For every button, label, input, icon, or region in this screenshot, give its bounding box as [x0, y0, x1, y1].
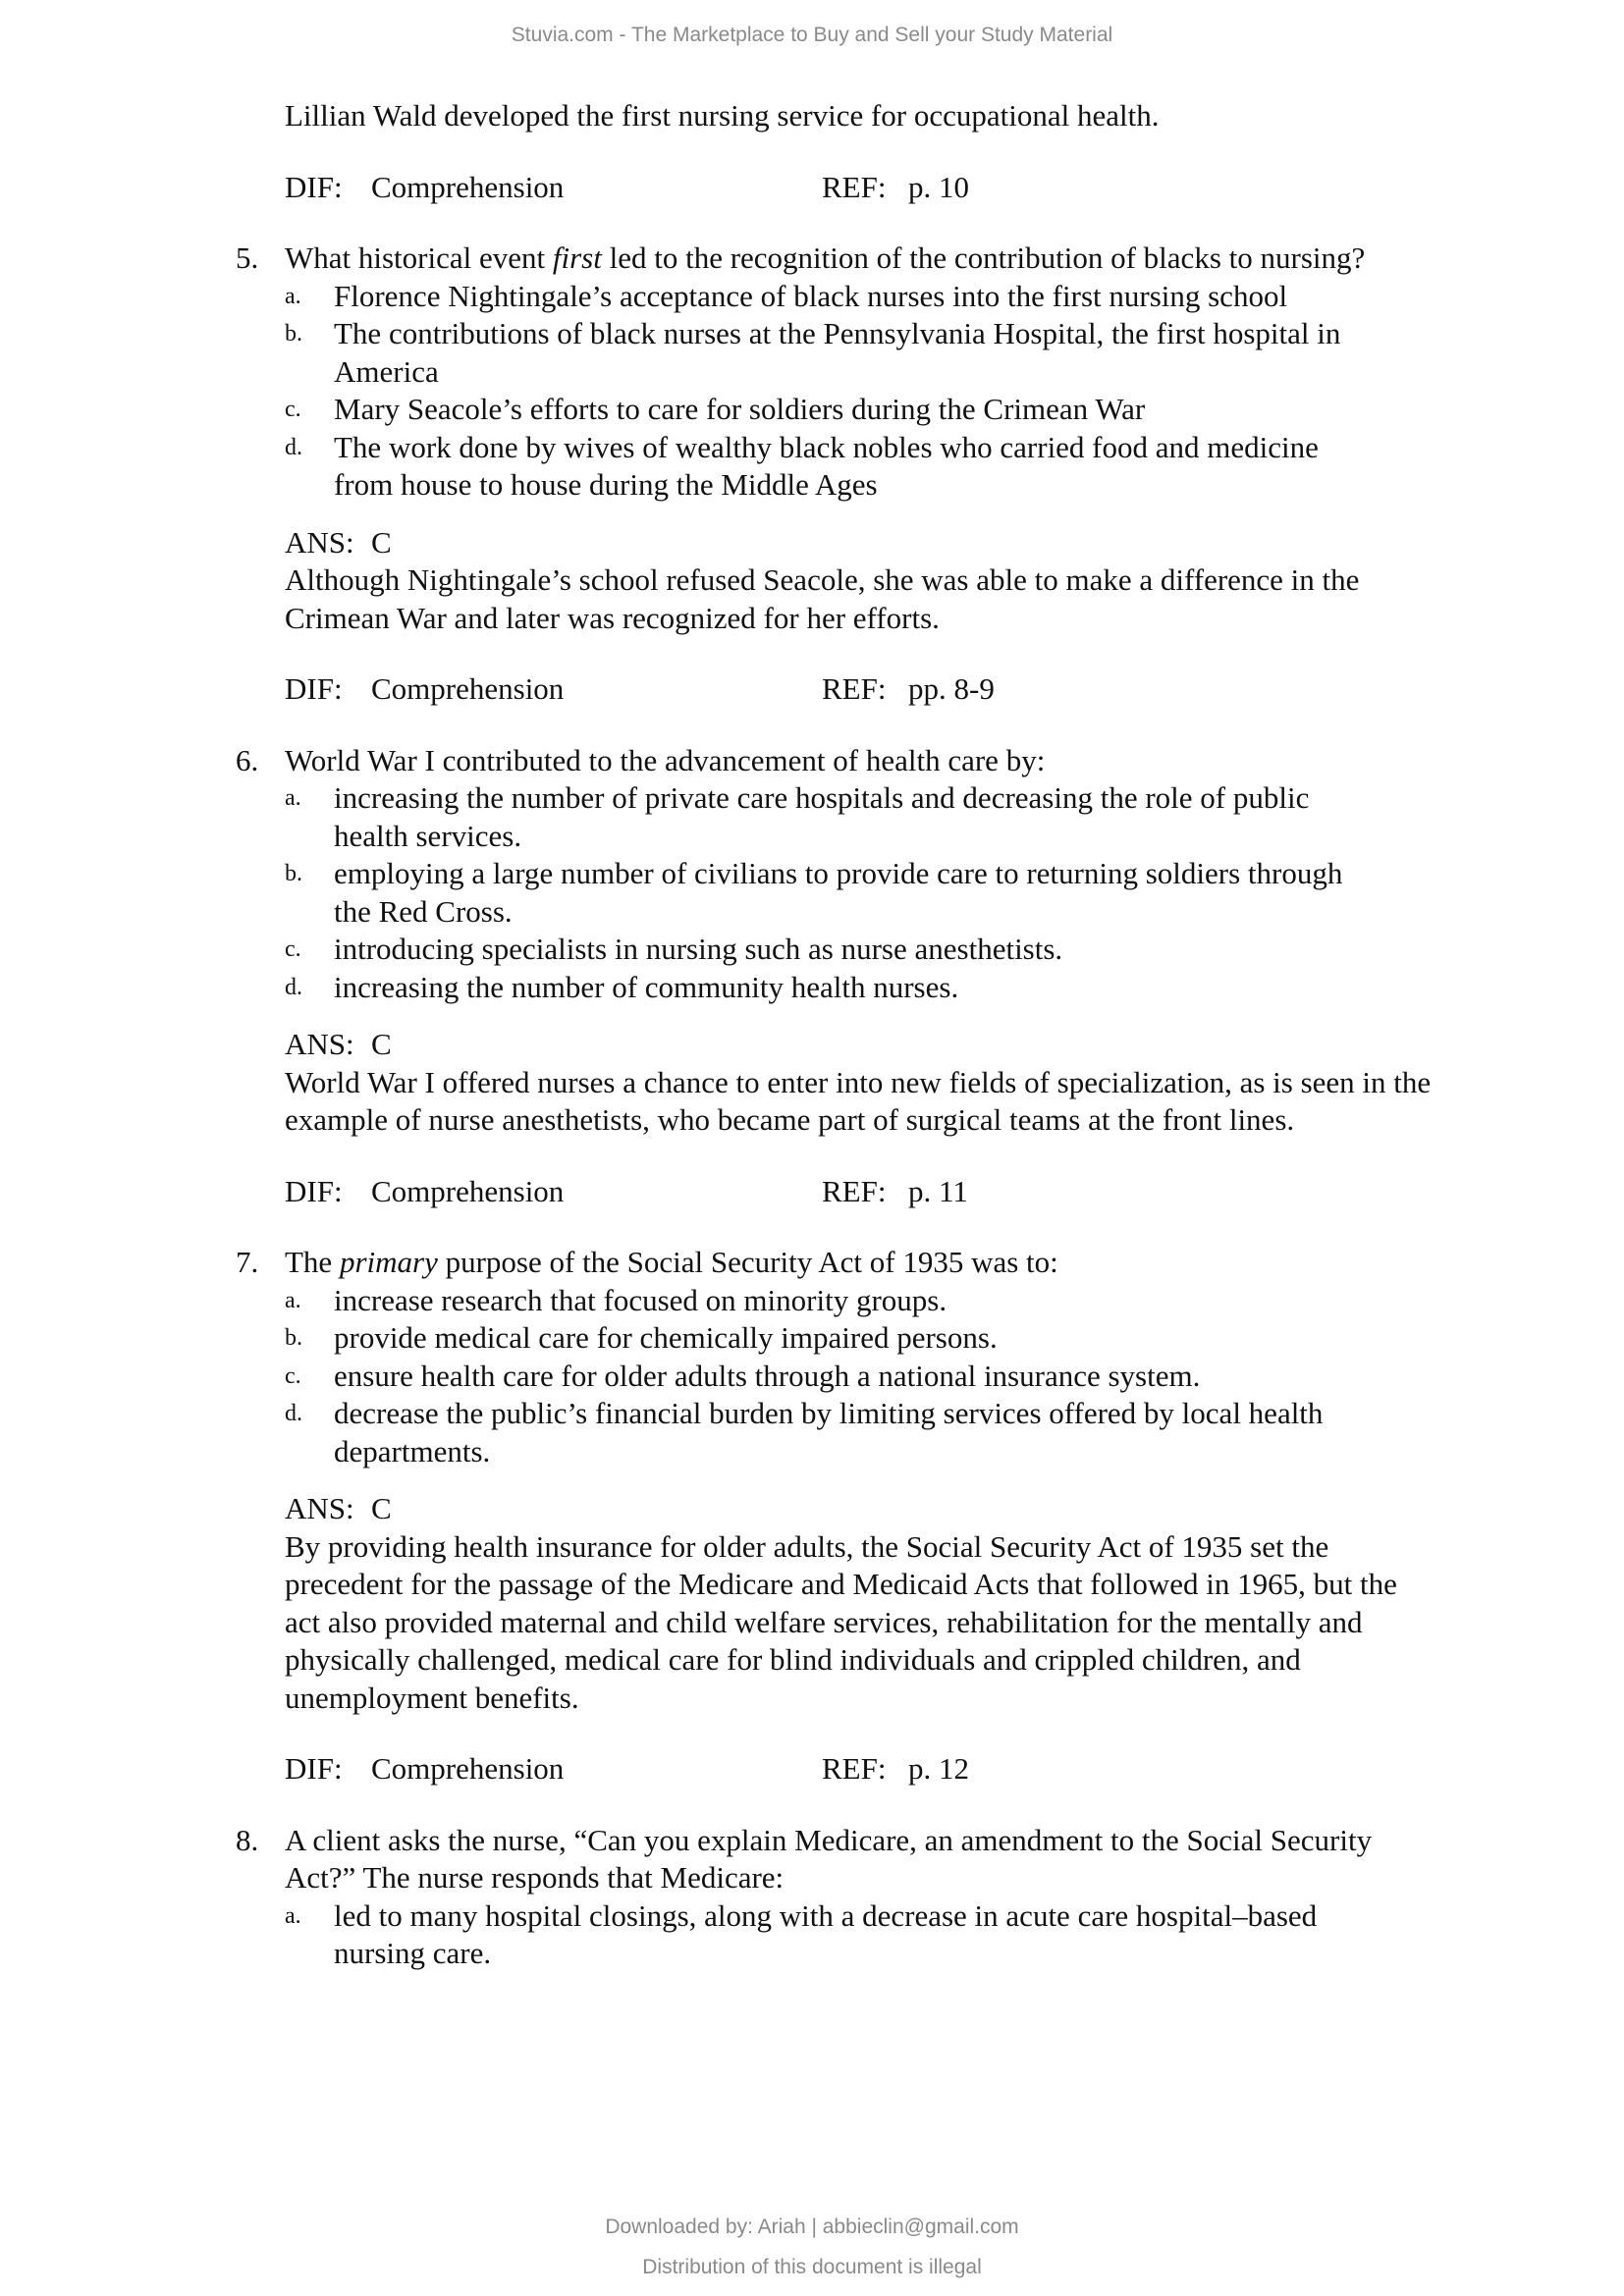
answer-option: [285, 278, 1591, 316]
answer-key: [285, 1490, 1591, 1528]
answer-option: [285, 315, 1591, 391]
rationale: [285, 1528, 1591, 1718]
stem-line: The primary purpose of the Social Security Act of 1935 was to:: [285, 1245, 1058, 1279]
question-stem: [236, 1822, 1591, 1897]
question-number: 5.: [236, 240, 259, 275]
emphasis: first: [552, 240, 602, 275]
stem-line: World War I contributed to the advancement of health care by:: [285, 742, 1046, 777]
question-list: [236, 240, 1591, 1973]
dif-label: DIF:: [285, 671, 343, 706]
rationale-line: By providing health insurance for older adults, the Social Security Act of 1935 set the: [285, 1528, 1329, 1564]
rationale-line: unemployment benefits.: [285, 1680, 579, 1715]
answer-option: [285, 1358, 1591, 1396]
option-line: the Red Cross.: [334, 893, 513, 929]
option-line: decrease the public’s financial burden by limiting services offered by local health: [334, 1396, 1324, 1430]
dif-value: Comprehension: [371, 169, 565, 204]
option-line: health services.: [334, 818, 522, 853]
answer-label: ANS:: [285, 524, 354, 560]
answer-option: [285, 1282, 1591, 1320]
rationale-line: Although Nightingale’s school refused Seacole, she was able to make a difference in the: [285, 562, 1360, 597]
ref-label: REF:: [822, 671, 887, 706]
answer-option: [285, 779, 1591, 855]
option-letter: a.: [285, 785, 301, 811]
ref-label: REF:: [822, 1751, 887, 1786]
option-line: from house to house during the Middle Ages: [334, 467, 878, 502]
option-letter: c.: [285, 936, 301, 962]
ref-value: p. 12: [908, 1751, 969, 1786]
ref-value: pp. 8-9: [908, 671, 995, 706]
option-letter: a.: [285, 1902, 301, 1929]
option-line: provide medical care for chemically impaired persons.: [334, 1320, 998, 1355]
option-line: The work done by wives of wealthy black nobles who carried food and medicine: [334, 429, 1319, 464]
answer-value: C: [371, 1027, 392, 1061]
option-letter: d.: [285, 434, 302, 460]
answer-option: [285, 931, 1591, 969]
dif-label: DIF:: [285, 1173, 343, 1208]
answer-label: ANS:: [285, 1491, 354, 1525]
answer-key: [285, 1026, 1591, 1064]
question-stem: [236, 240, 1591, 278]
dif-value: Comprehension: [371, 1173, 565, 1208]
option-line: departments.: [334, 1433, 491, 1468]
rationale-line: example of nurse anesthetists, who became part of surgical teams at the front lines.: [285, 1102, 1295, 1137]
option-letter: b.: [285, 321, 302, 347]
option-line: Mary Seacole’s efforts to care for soldiers during the Crimean War: [334, 392, 1146, 426]
answer-meta: [285, 1173, 1591, 1211]
dif-value: Comprehension: [371, 1751, 565, 1786]
watermark-header: Stuvia.com - The Marketplace to Buy and Sell your Study Material: [511, 24, 1113, 46]
dif-value: Comprehension: [371, 671, 565, 706]
ref-label: REF:: [822, 169, 887, 204]
answer-meta: [285, 1750, 1591, 1789]
ref-value: p. 10: [908, 169, 969, 204]
answer-option: [285, 429, 1591, 505]
answer-option: [285, 969, 1591, 1007]
intro-meta: [285, 169, 1591, 207]
intro-rationale: [285, 97, 1591, 135]
answer-meta: [285, 670, 1591, 709]
option-letter: d.: [285, 974, 302, 1000]
answer-option: [285, 1395, 1591, 1470]
rationale-line: act also provided maternal and child welfare services, rehabilitation for the mentally and: [285, 1604, 1363, 1639]
stem-line: What historical event first led to the recognition of the contribution of blacks to nursing?: [285, 240, 1366, 275]
rationale-line: World War I offered nurses a chance to enter into new fields of specialization, as is seen in the: [285, 1064, 1432, 1099]
question-number: 8.: [236, 1822, 259, 1857]
question-number: 7.: [236, 1245, 259, 1279]
option-letter: b.: [285, 861, 302, 886]
question-number: 6.: [236, 742, 259, 777]
option-line: The contributions of black nurses at the Pennsylvania Hospital, the first hospital in: [334, 316, 1341, 350]
option-line: nursing care.: [334, 1936, 492, 1970]
footer-notice: Distribution of this document is illegal: [642, 2256, 982, 2278]
rationale: [285, 1064, 1591, 1140]
rationale-line: Lillian Wald developed the first nursing service for occupational health.: [285, 98, 1160, 133]
option-line: introducing specialists in nursing such as nurse anesthetists.: [334, 932, 1063, 966]
answer-option: [285, 1319, 1591, 1358]
option-line: America: [334, 353, 439, 389]
option-letter: a.: [285, 283, 301, 309]
option-letter: b.: [285, 1325, 302, 1351]
answer-option: [285, 391, 1591, 429]
option-letter: c.: [285, 1362, 301, 1389]
document-body: [236, 97, 1591, 1973]
option-line: ensure health care for older adults through a national insurance system.: [334, 1358, 1201, 1393]
stem-line: A client asks the nurse, “Can you explain Medicare, an amendment to the Social Security: [285, 1822, 1373, 1857]
emphasis: primary: [339, 1245, 438, 1279]
footer-downloaded: Downloaded by: Ariah | abbieclin@gmail.com: [605, 2216, 1019, 2238]
rationale-line: Crimean War and later was recognized for her efforts.: [285, 600, 940, 635]
option-line: led to many hospital closings, along with a decrease in acute care hospital–based: [334, 1897, 1318, 1933]
question-stem: [236, 742, 1591, 780]
option-line: employing a large number of civilians to provide care to returning soldiers through: [334, 856, 1343, 890]
rationale-line: physically challenged, medical care for blind individuals and crippled children, and: [285, 1642, 1301, 1677]
option-letter: d.: [285, 1401, 302, 1426]
option-letter: a.: [285, 1287, 301, 1313]
option-letter: c.: [285, 397, 301, 422]
answer-option: [285, 855, 1591, 931]
option-line: Florence Nightingale’s acceptance of black nurses into the first nursing school: [334, 278, 1288, 313]
option-line: increasing the number of community health nurses.: [334, 969, 959, 1004]
ref-value: p. 11: [908, 1173, 968, 1208]
option-line: increasing the number of private care hospitals and decreasing the role of public: [334, 780, 1310, 815]
rationale: [285, 561, 1591, 637]
rationale-line: precedent for the passage of the Medicare and Medicaid Acts that followed in 1965, but the: [285, 1567, 1397, 1601]
answer-option: [285, 1897, 1591, 1973]
question-stem: [236, 1244, 1591, 1282]
dif-label: DIF:: [285, 169, 343, 204]
stem-line: Act?” The nurse responds that Medicare:: [285, 1860, 785, 1895]
answer-label: ANS:: [285, 1027, 354, 1061]
option-line: increase research that focused on minority groups.: [334, 1282, 947, 1317]
ref-label: REF:: [822, 1173, 887, 1208]
answer-value: C: [371, 1491, 392, 1525]
answer-key: [285, 524, 1591, 562]
answer-value: C: [371, 524, 392, 560]
dif-label: DIF:: [285, 1751, 343, 1786]
